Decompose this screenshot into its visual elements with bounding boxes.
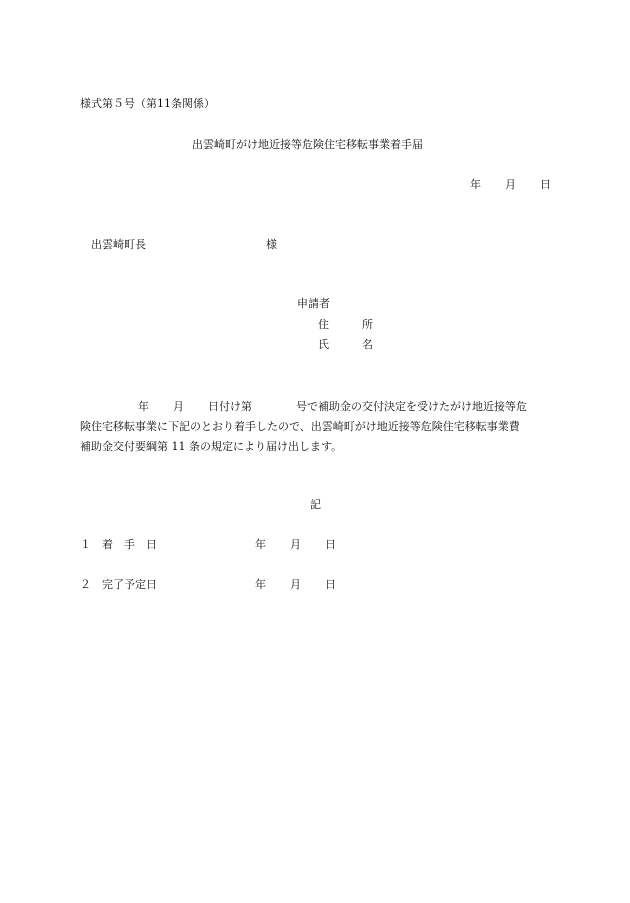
item-date: 年 月 日	[255, 538, 336, 551]
addressee-honorific: 様	[266, 238, 277, 251]
item-label: 着 手 日	[102, 538, 157, 551]
addressee	[91, 238, 277, 252]
applicant-name-label: 氏 名	[318, 338, 384, 351]
applicant-heading: 申請者	[297, 297, 330, 310]
item-completion-date	[80, 578, 336, 592]
date-month: 月	[505, 178, 516, 191]
body-line-3: 補助金交付要綱第 11 条の規定により届け出します。	[80, 440, 343, 453]
body-text	[80, 397, 570, 457]
item-number: ２	[80, 578, 91, 591]
item-start-date	[80, 538, 336, 552]
document-title: 出雲崎町がけ地近接等危険住宅移転事業着手届	[192, 138, 423, 151]
applicant-address-label: 住 所	[318, 318, 384, 331]
addressee-name: 出雲崎町長	[91, 238, 146, 251]
date-year: 年	[470, 178, 481, 191]
submission-date	[470, 178, 551, 192]
date-day: 日	[540, 178, 551, 191]
ki-heading: 記	[310, 498, 321, 511]
body-line-2: 険住宅移転事業に下記のとおり着手したので、出雲崎町がけ地近接等危険住宅移転事業費	[80, 420, 520, 433]
form-number: 様式第５号（第11条関係）	[80, 97, 215, 110]
item-date: 年 月 日	[255, 578, 336, 591]
body-line-1: 年 月 日付け第 号で補助金の交付決定を受けたがけ地近接等危	[138, 400, 527, 413]
item-number: １	[80, 538, 91, 551]
item-label: 完了予定日	[102, 578, 157, 591]
